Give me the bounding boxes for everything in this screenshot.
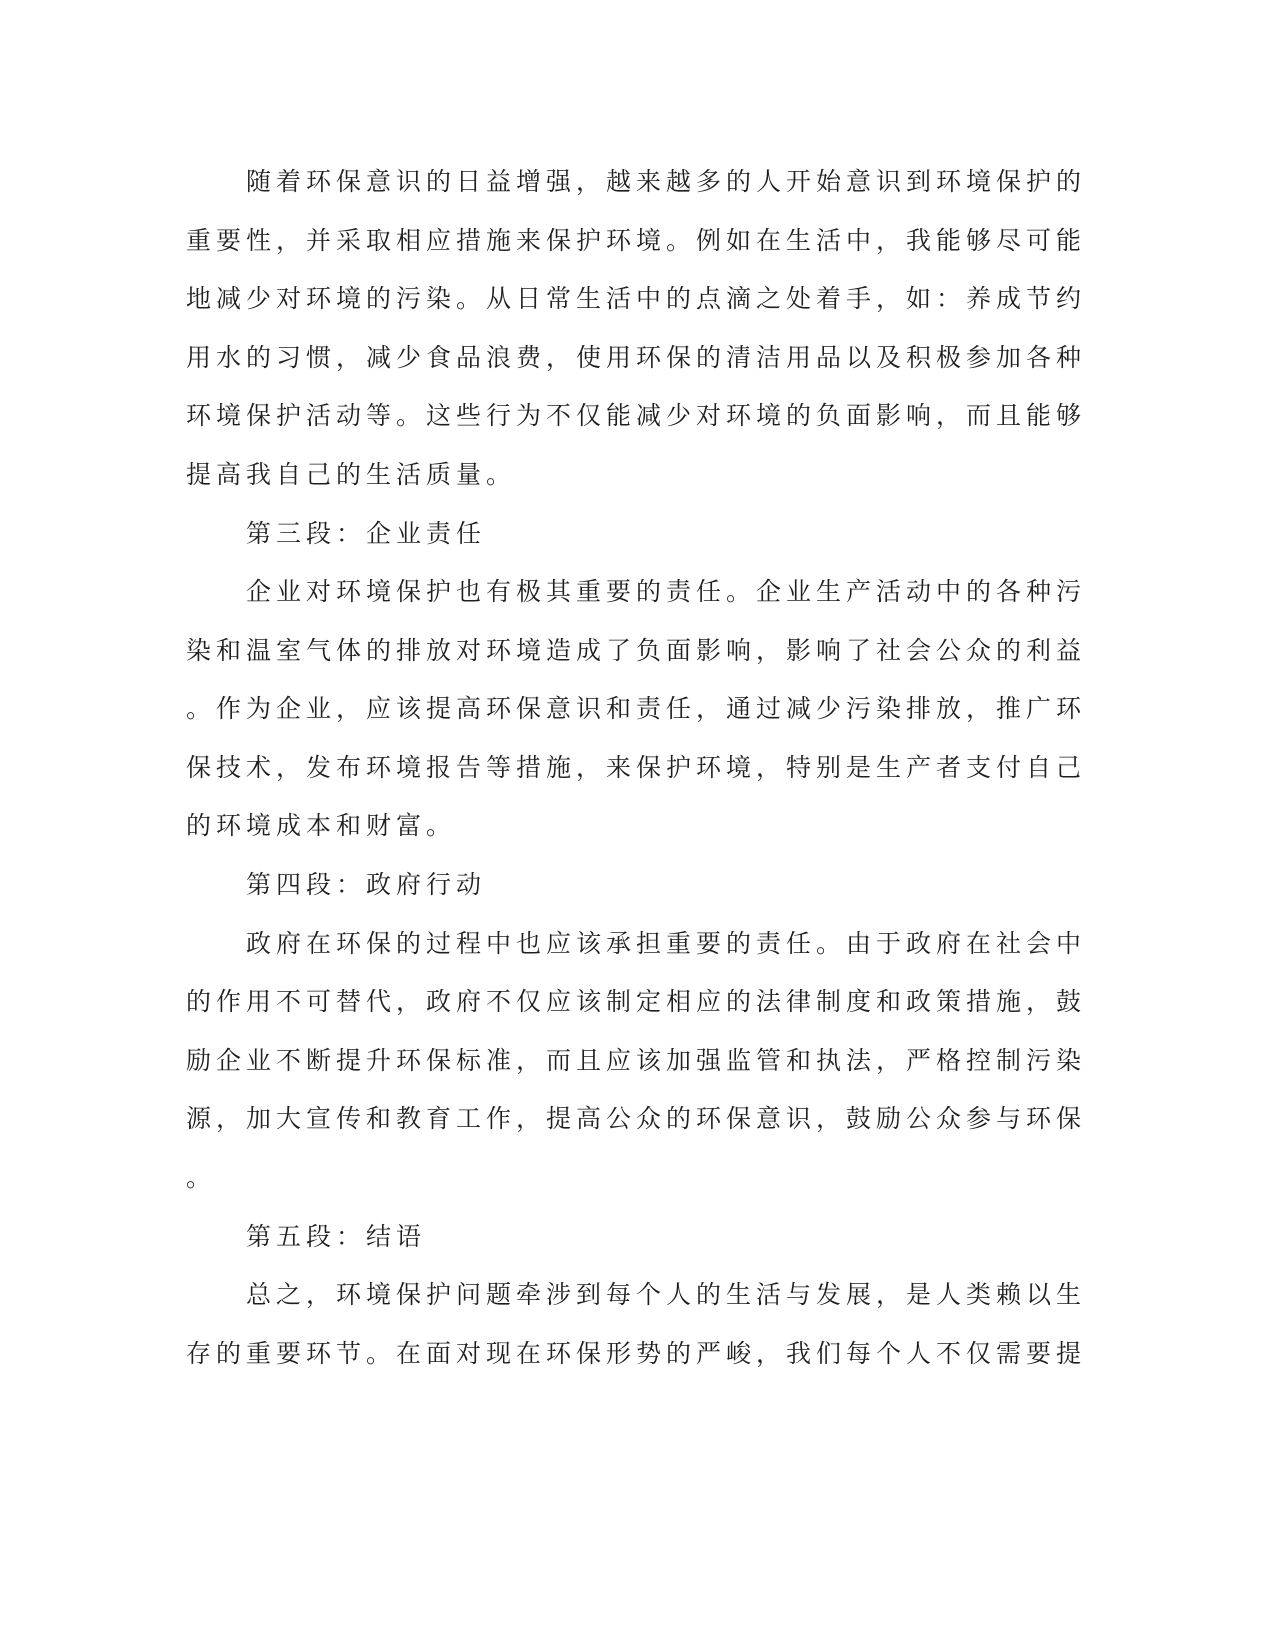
- text-line: 随着环保意识的日益增强，越来越多的人开始意识到环境保护的: [186, 167, 1087, 196]
- text-line: 染和温室气体的排放对环境造成了负面影响，影响了社会公众的利益: [186, 636, 1087, 665]
- section-heading: 第四段：政府行动: [186, 870, 487, 899]
- text-line: 。: [186, 1163, 217, 1192]
- text-line: 环境保护活动等。这些行为不仅能减少对环境的负面影响，而且能够: [186, 401, 1087, 430]
- text-line: 励企业不断提升环保标准，而且应该加强监管和执法，严格控制污染: [186, 1046, 1087, 1075]
- text-line: 保技术，发布环境报告等措施，来保护环境，特别是生产者支付自己: [186, 753, 1087, 782]
- text-line: 总之，环境保护问题牵涉到每个人的生活与发展，是人类赖以生: [186, 1280, 1087, 1309]
- text-line: 的环境成本和财富。: [186, 811, 457, 840]
- text-line: 地减少对环境的污染。从日常生活中的点滴之处着手，如：养成节约: [186, 284, 1087, 313]
- text-line: 。作为企业，应该提高环保意识和责任，通过减少污染排放，推广环: [186, 694, 1087, 723]
- text-line: 存的重要环节。在面对现在环保形势的严峻，我们每个人不仅需要提: [186, 1339, 1087, 1368]
- text-line: 提高我自己的生活质量。: [186, 460, 517, 489]
- text-line: 的作用不可替代，政府不仅应该制定相应的法律制度和政策措施，鼓: [186, 987, 1087, 1016]
- text-line: 企业对环境保护也有极其重要的责任。企业生产活动中的各种污: [186, 577, 1087, 606]
- text-line: 政府在环保的过程中也应该承担重要的责任。由于政府在社会中: [186, 929, 1087, 958]
- section-heading: 第三段：企业责任: [186, 519, 487, 548]
- section-heading: 第五段：结语: [186, 1222, 427, 1251]
- text-line: 用水的习惯，减少食品浪费，使用环保的清洁用品以及积极参加各种: [186, 343, 1087, 372]
- text-line: 源，加大宣传和教育工作，提高公众的环保意识，鼓励公众参与环保: [186, 1104, 1087, 1133]
- text-line: 重要性，并采取相应措施来保护环境。例如在生活中，我能够尽可能: [186, 226, 1087, 255]
